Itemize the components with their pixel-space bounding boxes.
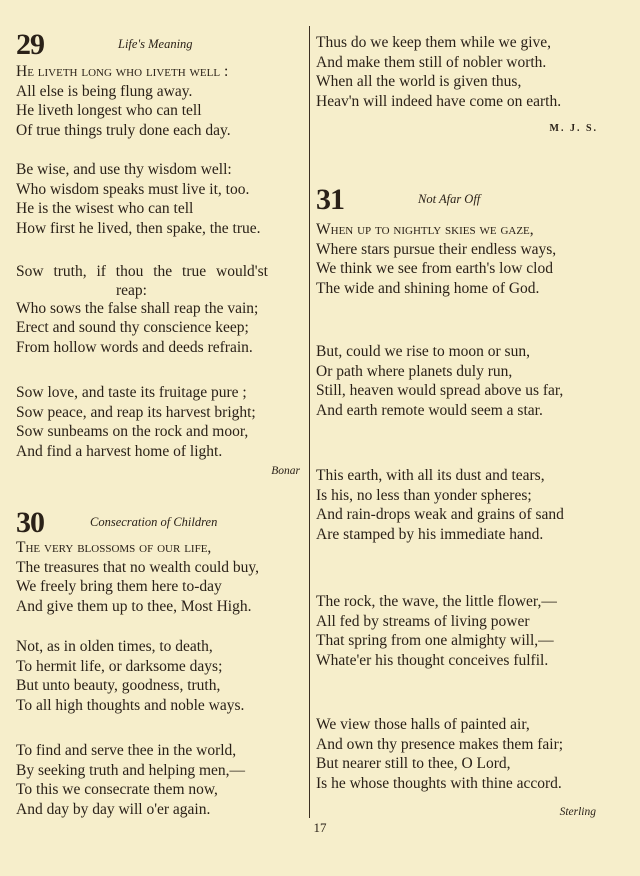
stanza xyxy=(316,466,626,545)
hymn-author: Bonar xyxy=(271,465,300,477)
stanza xyxy=(316,715,626,794)
verse-line: When all the world is given thus, xyxy=(316,73,522,91)
verse-line: Still, heaven would spread above us far, xyxy=(316,382,564,400)
stanza xyxy=(316,33,626,112)
verse-line: Are stamped by his immediate hand. xyxy=(316,526,544,544)
verse-line: But unto beauty, goodness, truth, xyxy=(16,677,221,695)
verse-line: Heav'n will indeed have come on earth. xyxy=(316,93,562,111)
verse-line: And find a harvest home of light. xyxy=(16,443,223,461)
verse-line: Not, as in olden times, to death, xyxy=(16,638,213,655)
verse-line: Of true things truly done each day. xyxy=(16,122,231,140)
verse-line: Is he whose thoughts with thine accord. xyxy=(316,775,562,793)
verse-line: But nearer still to thee, O Lord, xyxy=(316,755,511,773)
verse-line: Sow sunbeams on the rock and moor, xyxy=(16,423,249,441)
stanza xyxy=(16,741,306,820)
verse-line: We freely bring them here to-day xyxy=(16,578,222,596)
hymn-number: 31 xyxy=(316,183,344,216)
hymn-number: 30 xyxy=(16,506,44,539)
verse-line: We think we see from earth's low clod xyxy=(316,260,553,278)
stanza xyxy=(16,538,306,617)
verse-line: Thus do we keep them while we give, xyxy=(316,34,552,51)
hymn-title: Consecration of Children xyxy=(90,515,218,529)
verse-line: Who sows the false shall reap the vain; xyxy=(16,299,259,317)
hymn-29-header xyxy=(16,28,306,64)
verse-line: The wide and shining home of God. xyxy=(316,280,540,298)
hymn-title: Life's Meaning xyxy=(118,37,193,51)
stanza xyxy=(16,262,306,358)
verse-line: He is the wisest who can tell xyxy=(16,200,194,218)
verse-line: All else is being flung away. xyxy=(16,82,193,100)
stanza xyxy=(316,342,626,421)
verse-line: The very blossoms of our life, xyxy=(16,539,212,556)
hymn-30-header xyxy=(16,506,306,542)
verse-line: We view those halls of painted air, xyxy=(316,716,530,733)
verse-line: When up to nightly skies we gaze, xyxy=(316,221,534,238)
verse-line: Sow truth, if thou the true would'st xyxy=(16,263,268,280)
verse-line: All fed by streams of living power xyxy=(316,612,530,630)
verse-line: To hermit life, or darksome days; xyxy=(16,657,223,675)
hymn-31-header xyxy=(316,183,626,219)
verse-line: Where stars pursue their endless ways, xyxy=(316,240,557,258)
verse-line: To find and serve thee in the world, xyxy=(16,742,237,759)
hymn-number: 29 xyxy=(16,28,44,61)
stanza xyxy=(16,383,306,462)
verse-line: And rain-drops weak and grains of sand xyxy=(316,506,564,524)
verse-line: Whate'er his thought conceives fulfil. xyxy=(316,652,549,670)
page-number: 17 xyxy=(313,820,327,835)
verse-line: Sow peace, and reap its harvest bright; xyxy=(16,403,256,421)
verse-line: How first he lived, then spake, the true. xyxy=(16,220,261,238)
verse-line: And give them up to thee, Most High. xyxy=(16,598,252,616)
stanza xyxy=(16,637,306,716)
verse-line: And own thy presence makes them fair; xyxy=(316,735,564,753)
verse-line: By seeking truth and helping men,— xyxy=(16,761,246,779)
verse-line: The rock, the wave, the little flower,— xyxy=(316,593,557,610)
hymn-author: M. J. S. xyxy=(549,123,598,134)
column-divider xyxy=(309,26,310,818)
stanza xyxy=(316,220,626,299)
stanza xyxy=(16,160,306,239)
verse-line: He liveth long who liveth well : xyxy=(16,63,229,80)
verse-line: From hollow words and deeds refrain. xyxy=(16,339,253,357)
verse-line: Is his, no less than yonder spheres; xyxy=(316,486,532,504)
verse-line: He liveth longest who can tell xyxy=(16,102,202,120)
verse-line: Be wise, and use thy wisdom well: xyxy=(16,161,232,178)
hymn-title: Not Afar Off xyxy=(418,192,481,206)
verse-line: reap: xyxy=(116,281,147,299)
verse-line: Or path where planets duly run, xyxy=(316,362,513,380)
verse-line: Sow love, and taste its fruitage pure ; xyxy=(16,384,247,401)
verse-line: The treasures that no wealth could buy, xyxy=(16,558,260,576)
stanza xyxy=(316,592,626,671)
verse-line: Who wisdom speaks must live it, too. xyxy=(16,180,250,198)
verse-line: And make them still of nobler worth. xyxy=(316,53,547,71)
verse-line: This earth, with all its dust and tears, xyxy=(316,467,545,484)
verse-line: That spring from one almighty will,— xyxy=(316,632,554,650)
hymn-author: Sterling xyxy=(559,806,596,818)
verse-line: To this we consecrate them now, xyxy=(16,781,218,799)
verse-line: And day by day will o'er again. xyxy=(16,801,211,819)
verse-line: Erect and sound thy conscience keep; xyxy=(16,319,249,337)
verse-line: And earth remote would seem a star. xyxy=(316,402,543,420)
verse-line: To all high thoughts and noble ways. xyxy=(16,697,245,715)
stanza xyxy=(16,62,306,141)
verse-line: But, could we rise to moon or sun, xyxy=(316,343,530,360)
